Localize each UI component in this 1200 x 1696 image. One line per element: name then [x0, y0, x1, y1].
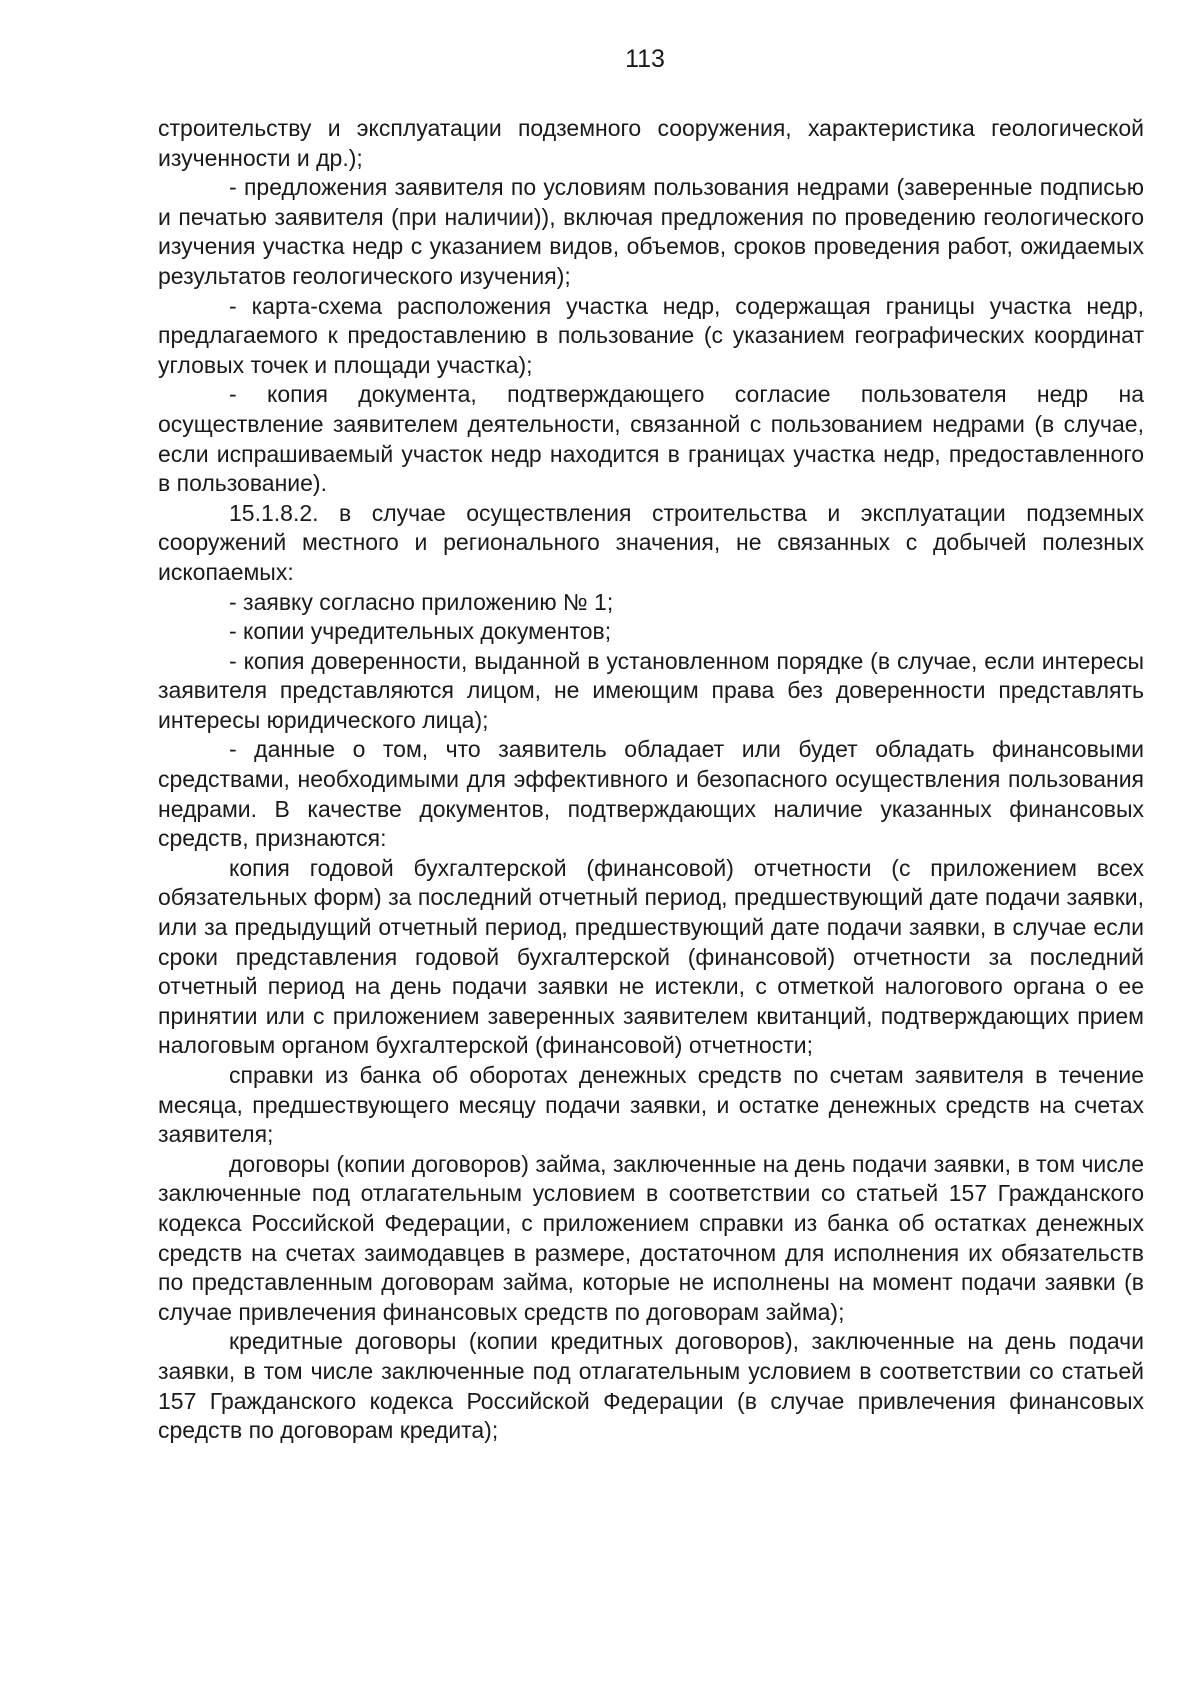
paragraph: - копия доверенности, выданной в установленном порядке (в случае, если интересы заявителя представляются лицом, не имеющим права без доверенности представлять интересы юридического лица); [158, 647, 1144, 733]
paragraph: 15.1.8.2. в случае осуществления строительства и эксплуатации подземных сооружений местного и регионального значения, не связанных с добычей полезных ископаемых: [158, 499, 1144, 585]
document-body [158, 114, 1144, 1446]
paragraph: строительству и эксплуатации подземного сооружения, характеристика геологической изученности и др.); [158, 115, 1144, 171]
paragraph: копия годовой бухгалтерской (финансовой) отчетности (с приложением всех обязательных форм) за последний отчетный период, предшествующий дате подачи заявки, или за предыдущий отчетный период, предшествующий дате подачи заявки, в случае если сроки представления годовой бухгалтерской (финансовой) отчетности за последний отчетный период на день подачи заявки не истекли, с отметкой налогового органа о ее принятии или с приложением заверенных заявителем квитанций, подтверждающих прием налоговым органом бухгалтерской (финансовой) отчетности; [158, 854, 1144, 1059]
page-number: 113 [625, 45, 665, 73]
paragraph: - заявку согласно приложению № 1; [229, 588, 614, 615]
paragraph: договоры (копии договоров) займа, заключенные на день подачи заявки, в том числе заключенные под отлагательным условием в соответствии со статьей 157 Гражданского кодекса Российской Федерации, с приложением справки из банка об остатках денежных средств на счетах заимодавцев в размере, достаточном для исполнения их обязательств по представленным договорам займа, которые не исполнены на момент подачи заявки (в случае привлечения финансовых средств по договорам займа); [158, 1150, 1144, 1325]
paragraph: кредитные договоры (копии кредитных договоров), заключенные на день подачи заявки, в том числе заключенные под отлагательным условием в соответствии со статьей 157 Гражданского кодекса Российской Федерации (в случае привлечения финансовых средств по договорам кредита); [158, 1328, 1144, 1444]
paragraph: - карта-схема расположения участка недр, содержащая границы участка недр, предлагаемого к предоставлению в пользование (с указанием географических координат угловых точек и площади участка); [158, 292, 1144, 378]
paragraph: справки из банка об оборотах денежных средств по счетам заявителя в течение месяца, предшествующего месяцу подачи заявки, и остатке денежных средств на счетах заявителя; [158, 1062, 1144, 1148]
paragraph: - копия документа, подтверждающего согласие пользователя недр на осуществление заявителем деятельности, связанной с пользованием недрами (в случае, если испрашиваемый участок недр находится в границах участка недр, предоставленного в пользование). [158, 381, 1144, 497]
paragraph: - данные о том, что заявитель обладает или будет обладать финансовыми средствами, необходимыми для эффективного и безопасного осуществления пользования недрами. В качестве документов, подтверждающих наличие указанных финансовых средств, признаются: [158, 736, 1144, 852]
paragraph: - предложения заявителя по условиям пользования недрами (заверенные подписью и печатью заявителя (при наличии)), включая предложения по проведению геологического изучения участка недр с указанием видов, объемов, сроков проведения работ, ожидаемых результатов геологического изучения); [158, 174, 1144, 289]
paragraph: - копии учредительных документов; [229, 618, 612, 645]
